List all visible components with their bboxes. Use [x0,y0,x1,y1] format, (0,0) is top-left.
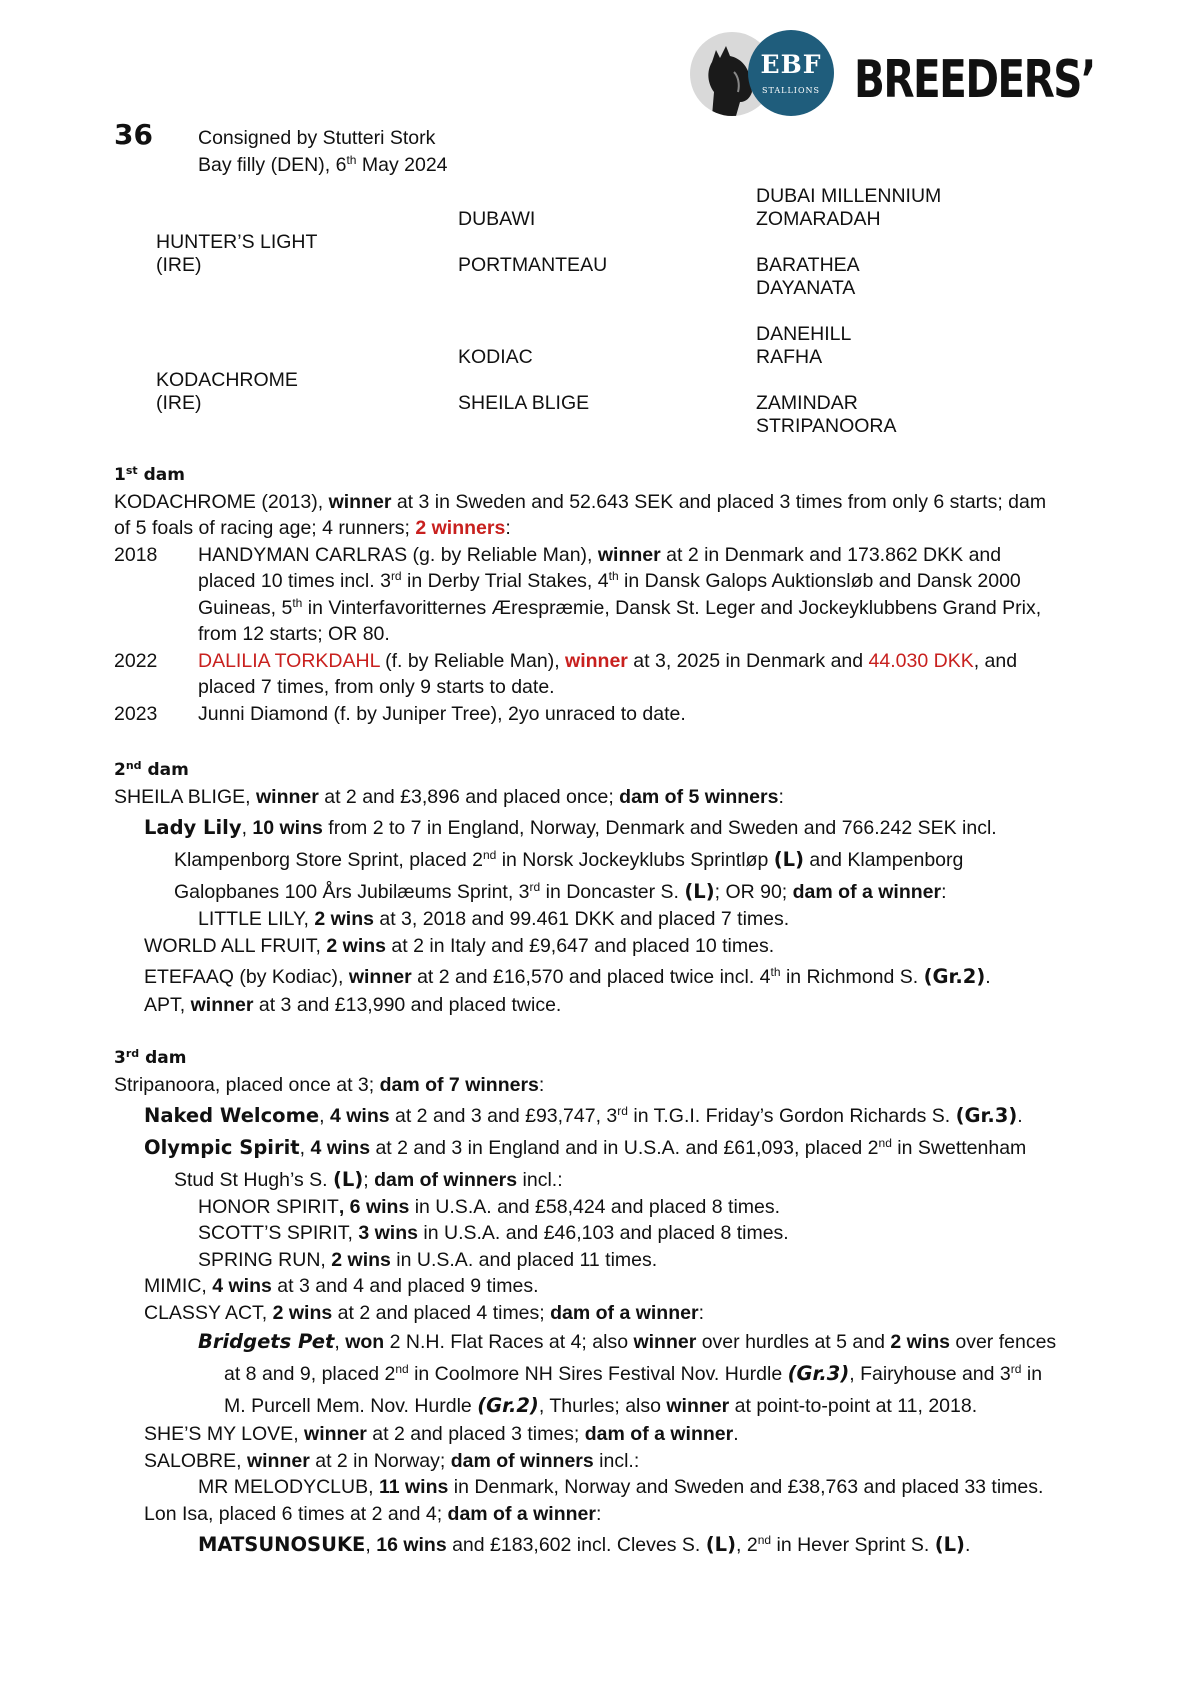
progeny-line: SCOTT’S SPIRIT, 3 wins in U.S.A. and £46,103 and placed 8 times. [198,1222,789,1244]
progeny-line: SHE’S MY LOVE, winner at 2 and placed 3 times; dam of a winner. [144,1423,739,1445]
third-dam-intro: Stripanoora, placed once at 3; dam of 7 winners: [114,1074,545,1096]
progeny-line: APT, winner at 3 and £13,990 and placed twice. [144,994,562,1016]
pedigree-dam: KODACHROME [156,369,298,391]
pedigree-ds-sire: DANEHILL [756,323,852,345]
progeny-line: MATSUNOSUKE, 16 wins and £183,602 incl. Cleves S. (L), 2nd in Hever Sprint S. (L). [198,1533,971,1556]
first-dam-intro-line-2: of 5 foals of racing age; 4 runners; 2 winners: [114,517,511,539]
consigned-by: Consigned by Stutteri Stork [198,127,436,149]
progeny-line: SPRING RUN, 2 wins in U.S.A. and placed 11 times. [198,1249,658,1271]
third-dam-heading: 3rd dam [114,1047,187,1068]
foal-line: placed 7 times, from only 9 starts to date. [198,676,555,698]
progeny-line: Bridgets Pet, won 2 N.H. Flat Races at 4; also winner over hurdles at 5 and 2 wins over fences [198,1330,1057,1353]
foal-year: 2022 [114,650,158,672]
pedigree-ss-dam: ZOMARADAH [756,208,881,230]
pedigree-ds-dam: RAFHA [756,346,823,368]
progeny-line: CLASSY ACT, 2 wins at 2 and placed 4 times; dam of a winner: [144,1302,704,1324]
progeny-line: Lon Isa, placed 6 times at 2 and 4; dam of a winner: [144,1503,602,1525]
pedigree-dd-dam: STRIPANOORA [756,415,897,437]
foal-year: 2023 [114,703,158,725]
pedigree-dam-country: (IRE) [156,392,202,414]
foal-line: placed 10 times incl. 3rd in Derby Trial Stakes, 4th in Dansk Galops Auktionsløb and Dansk 2000 [198,569,1021,592]
progeny-line: MIMIC, 4 wins at 3 and 4 and placed 9 times. [144,1275,539,1297]
progeny-line: WORLD ALL FRUIT, 2 wins at 2 in Italy and £9,647 and placed 10 times. [144,935,775,957]
progeny-line: HONOR SPIRIT, 6 wins in U.S.A. and £58,424 and placed 8 times. [198,1196,781,1218]
pedigree-sd-sire: BARATHEA [756,254,860,276]
pedigree-dd-sire: ZAMINDAR [756,392,858,414]
progeny-line: LITTLE LILY, 2 wins at 3, 2018 and 99.461 DKK and placed 7 times. [198,908,790,930]
logo-badge-subtext: STALLIONS [762,86,820,95]
progeny-line: Olympic Spirit, 4 wins at 2 and 3 in England and in U.S.A. and £61,093, placed 2nd in Swettenham [144,1136,1027,1159]
progeny-line: Galopbanes 100 Års Jubilæums Sprint, 3rd in Doncaster S. (L); OR 90; dam of a winner: [174,880,947,903]
pedigree-dam-dam: SHEILA BLIGE [458,392,590,414]
breeders-wordmark: BREEDERS’ [854,50,1095,110]
ebf-stallions-logo [748,30,834,116]
progeny-line: M. Purcell Mem. Nov. Hurdle (Gr.2), Thurles; also winner at point-to-point at 11, 2018. [224,1394,978,1417]
progeny-line: Lady Lily, 10 wins from 2 to 7 in England, Norway, Denmark and Sweden and 766.242 SEK incl. [144,816,997,839]
pedigree-sire-country: (IRE) [156,254,202,276]
foal-line: Guineas, 5th in Vinterfavoritternes Ærespræmie, Dansk St. Leger and Jockeyklubbens Grand Prix, [198,596,1042,619]
progeny-line: Klampenborg Store Sprint, placed 2nd in Norsk Jockeyklubs Sprintløp (L) and Klampenborg [174,848,964,871]
first-dam-heading: 1st dam [114,464,185,485]
foal-line: HANDYMAN CARLRAS (g. by Reliable Man), winner at 2 in Denmark and 173.862 DKK and [198,544,1002,566]
foal-year: 2018 [114,544,158,566]
pedigree-sire-dam: PORTMANTEAU [458,254,608,276]
progeny-line: MR MELODYCLUB, 11 wins in Denmark, Norway and Sweden and £38,763 and placed 33 times. [198,1476,1044,1498]
second-dam-intro: SHEILA BLIGE, winner at 2 and £3,896 and placed once; dam of 5 winners: [114,786,784,808]
progeny-line: at 8 and 9, placed 2nd in Coolmore NH Sires Festival Nov. Hurdle (Gr.3), Fairyhouse and 3rd in [224,1362,1043,1385]
horse-description: Bay filly (DEN), 6th May 2024 [198,153,448,176]
logo-badge-text: EBF [760,50,822,79]
second-dam-heading: 2nd dam [114,759,189,780]
pedigree-dam-sire: KODIAC [458,346,533,368]
progeny-line: ETEFAAQ (by Kodiac), winner at 2 and £16,570 and placed twice incl. 4th in Richmond S. (Gr.2). [144,965,991,988]
lot-number: 36 [114,118,153,151]
pedigree-ss-sire: DUBAI MILLENNIUM [756,185,942,207]
foal-line: Junni Diamond (f. by Juniper Tree), 2yo unraced to date. [198,703,686,725]
progeny-line: SALOBRE, winner at 2 in Norway; dam of winners incl.: [144,1450,640,1472]
foal-line: DALILIA TORKDAHL (f. by Reliable Man), winner at 3, 2025 in Denmark and 44.030 DKK, and [198,650,1018,672]
pedigree-sire-sire: DUBAWI [458,208,536,230]
pedigree-sd-dam: DAYANATA [756,277,856,299]
foal-line: from 12 starts; OR 80. [198,623,390,645]
pedigree-sire: HUNTER’S LIGHT [156,231,318,253]
first-dam-intro-line-1: KODACHROME (2013), winner at 3 in Sweden and 52.643 SEK and placed 3 times from only 6 starts; dam [114,491,1047,513]
progeny-line: Naked Welcome, 4 wins at 2 and 3 and £93,747, 3rd in T.G.I. Friday’s Gordon Richards S. (Gr.3). [144,1104,1023,1127]
progeny-line: Stud St Hugh’s S. (L); dam of winners incl.: [174,1168,563,1191]
